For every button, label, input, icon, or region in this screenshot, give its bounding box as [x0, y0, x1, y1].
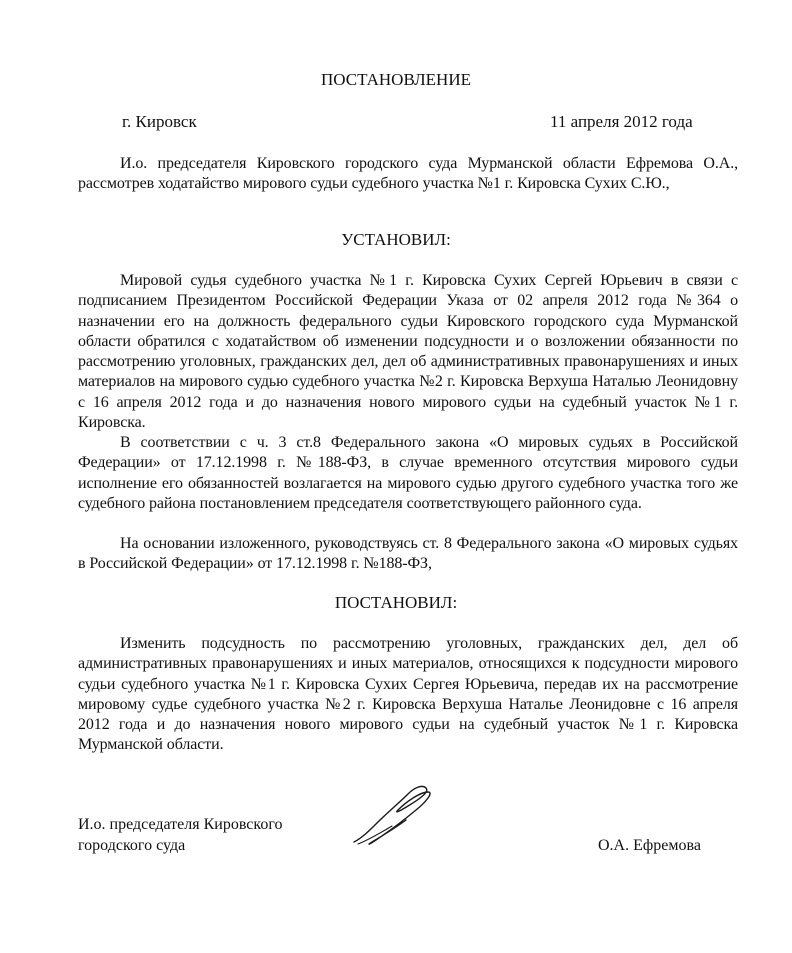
- paragraph-resolution: Изменить подсудность по рассмотрению уголовных, гражданских дел, дел об административных правонарушениях и иных материалов, относящихся к подсудности мирового судьи судебного участка №1 г. Кировска Сухих Сергея Юрьевича, передав их на рассмотрение мировому судье судебного участка №2 г. Кировска Верхуша Наталье Леонидовне с 16 апреля 2012 года и до назначения нового мирового судьи на судебный участок №1 г. Кировска Мурманской области.: [78, 635, 738, 754]
- document-date: 11 апреля 2012 года: [550, 112, 693, 131]
- document-city: г. Кировск: [122, 112, 197, 131]
- document-title: ПОСТАНОВЛЕНИЕ: [320, 70, 471, 89]
- paragraph-grounds: На основании изложенного, руководствуясь ст. 8 Федерального закона «О мировых судьях в Российской Федерации» от 17.12.1998 г. №188-ФЗ,: [78, 535, 738, 573]
- signatory-name: О.А. Ефремова: [598, 837, 701, 854]
- section-heading-resolved: ПОСТАНОВИЛ:: [334, 593, 458, 612]
- intro-paragraph: И.о. председателя Кировского городского суда Мурманской области Ефремова О.А., рассмотрев ходатайство мирового судьи судебного участка №1 г. Кировска Сухих С.Ю.,: [78, 155, 738, 193]
- paragraph-petition: Мировой судья судебного участка №1 г. Кировска Сухих Сергей Юрьевич в связи с подписанием Президентом Российской Федерации Указа от 02 апреля 2012 года №364 о назначении его на должность федерального судьи Кировского городского суда Мурманской области обратился с ходатайством об изменении подсудности и о возложении обязанности по рассмотрению уголовных, гражданских дел, дел об административных правонарушениях и иных материалов на мирового судью судебного участка №2 г. Кировска Верхуша Наталью Леонидовну с 16 апреля 2012 года и до назначения нового мирового судьи на судебный участок №1 г. Кировска.: [78, 272, 738, 432]
- signatory-title-line2: городского суда: [78, 837, 186, 854]
- signatory-title: [78, 814, 283, 856]
- section-heading-established: УСТАНОВИЛ:: [341, 230, 451, 249]
- paragraph-law-reference: В соответствии с ч. 3 ст.8 Федерального закона «О мировых судьях в Российской Федерации» от 17.12.1998 г. №188-ФЗ, в случае временного отсутствия мирового судьи исполнение его обязанностей возлагается на мирового судью другого судебного участка того же судебного района постановлением председателя соответствующего районного суда.: [78, 434, 738, 512]
- handwritten-signature: [348, 780, 438, 850]
- signatory-title-line1: И.о. председателя Кировского: [78, 816, 283, 833]
